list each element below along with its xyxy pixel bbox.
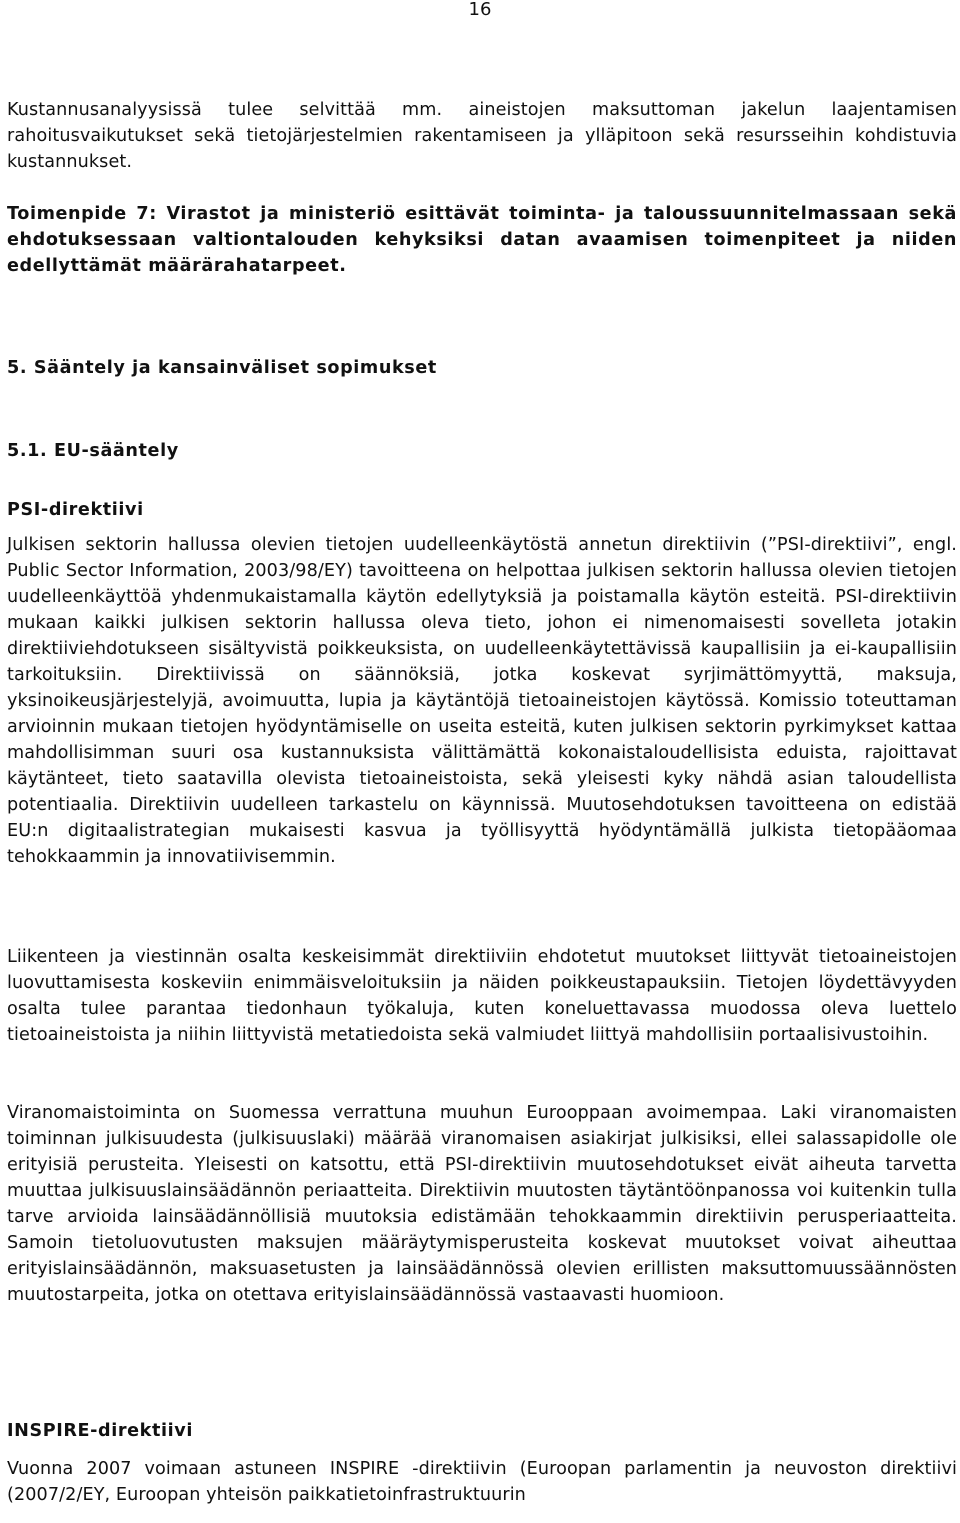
subheading-inspire: INSPIRE-direktiivi [7,1421,193,1441]
subheading-psi: PSI-direktiivi [7,500,144,520]
paragraph-inspire: Vuonna 2007 voimaan astuneen INSPIRE -direktiivin (Euroopan parlamentin ja neuvoston direktiivi (2007/2/EY, Euroopan yhteisön paikkatietoinfrastruktuurin [7,1459,957,1505]
page-number: 16 [468,0,492,20]
section-heading-5: 5. Sääntely ja kansainväliset sopimukset [7,358,437,378]
paragraph-authorities: Viranomaistoiminta on Suomessa verrattuna muuhun Eurooppaan avoimempaa. Laki viranomaisten toiminnan julkisuudesta (julkisuuslaki) määrää viranomaisen asiakirjat julkisiksi, ellei salassapidolle ole erityisiä perusteita. Yleisesti on katsottu, että PSI-direktiivin muutosehdotukset eivät aiheuta tarvetta muuttaa julkisuuslainsäädännön periaatteita. Direktiivin muutosten täytäntöönpanossa voi kuitenkin tulla tarve arvioida lainsäädännöllisiä muutoksia edistämään tehokkaammin direktiivin perusperiaatteita. Samoin tietoluovutusten maksujen määräytymisperusteita koskevat muutokset voivat aiheuttaa erityislainsäädännön, maksuasetusten ja lainsäädännössä olevien erillisten maksuttomuussäännösten muutostarpeita, jotka on otettava erityislainsäädännössä vastaavasti huomioon. [7,1103,957,1305]
paragraph-action-7: Toimenpide 7: Virastot ja ministeriö esittävät toiminta- ja taloussuunnitelmassaan sekä ehdotuksessaan valtiontalouden kehyksiksi datan avaamisen toimenpiteet ja niiden edellyttämät määrärahatarpeet. [7,204,957,276]
section-heading-5-1: 5.1. EU-sääntely [7,441,179,461]
paragraph-psi-directive: Julkisen sektorin hallussa olevien tietojen uudelleenkäytöstä annetun direktiivin (”PSI-direktiivi”, engl. Public Sector Information, 2003/98/EY) tavoitteena on helpottaa julkisen sektorin hallussa olevien tietojen uudelleenkäyttöä yhdenmukaistamalla käytön edellytyksiä ja poistamalla käytön esteitä. PSI-direktiivin mukaan kaikki julkisen sektorin hallussa oleva tieto, johon ei nimenomaisesti sovelleta jotakin direktiiviehdotukseen sisältyvistä poikkeuksista, on uudelleenkäytettävissä kaupallisiin ja ei-kaupallisiin tarkoituksiin. Direktiivissä on säännöksiä, jotka koskevat syrjimättömyyttä, maksuja, yksinoikeusjärjestelyjä, avoimuutta, lupia ja käytäntöjä tietoaineistojen käytössä. Komissio toteuttaman arvioinnin mukaan tietojen hyödyntämiselle on useita esteitä, kuten julkisen sektorin pyrkimykset kattaa mahdollisimman suuri osa kustannuksista välittämättä kokonaistaloudellisista eduista, rajoittavat käytänteet, tieto saatavilla olevista tietoaineistoista, sekä yleisesti kyky nähdä asian taloudellista potentiaalia. Direktiivin uudelleen tarkastelu on käynnissä. Muutosehdotuksen tavoitteena on edistää EU:n digitaalistrategian mukaisesti kasvua ja työllisyyttä hyödyntämällä julkista tietopääomaa tehokkaammin ja innovatiivisemmin. [7,535,957,867]
paragraph-transport: Liikenteen ja viestinnän osalta keskeisimmät direktiiviin ehdotetut muutokset liittyvät tietoaineistojen luovuttamisesta koskeviin enimmäisveloituksiin ja näiden poikkeustapauksiin. Tietojen löydettävyyden osalta tulee parantaa tiedonhaun työkaluja, kuten koneluettavassa muodossa oleva luettelo tietoaineistoista ja niihin liittyvistä metatiedoista sekä valmiudet liittyä mahdollisiin portaalisivustoihin. [7,947,957,1045]
paragraph-cost-analysis: Kustannusanalyysissä tulee selvittää mm. aineistojen maksuttoman jakelun laajentamisen rahoitusvaikutukset sekä tietojärjestelmien rakentamiseen ja ylläpitoon sekä resursseihin kohdistuvia kustannukset. [7,100,957,172]
